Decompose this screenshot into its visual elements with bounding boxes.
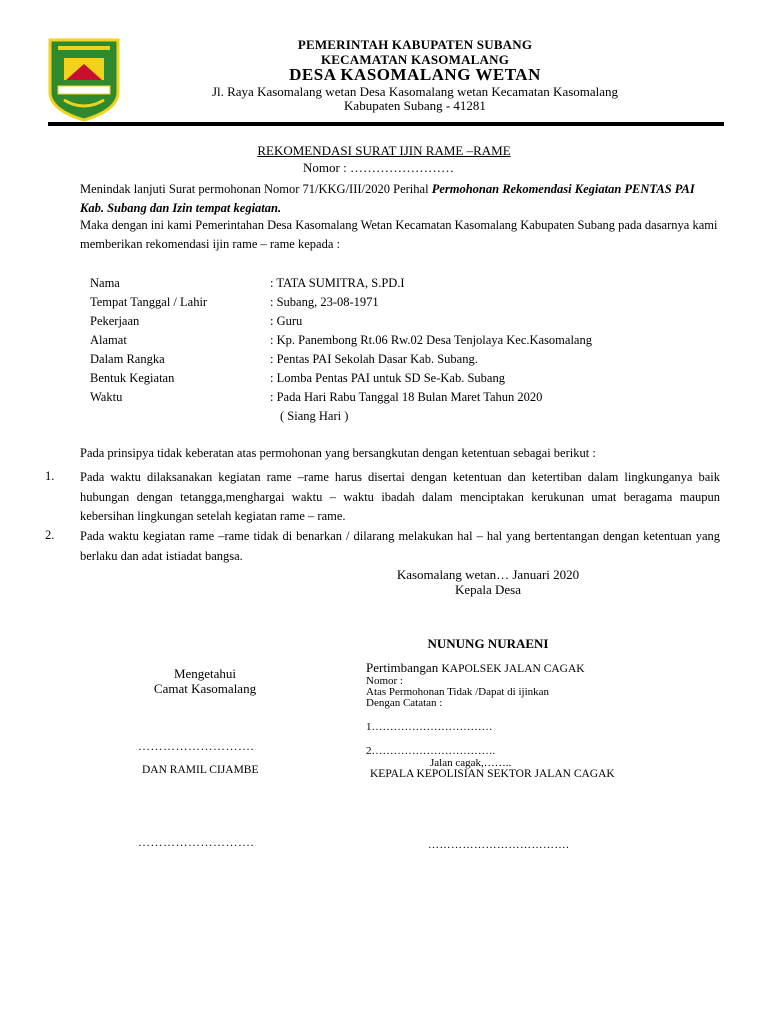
field-label: Tempat Tanggal / Lahir (90, 295, 208, 309)
field-value: : Lomba Pentas PAI untuk SD Se-Kab. Subang (270, 371, 505, 385)
camat-signature-line: ………………………. (138, 739, 254, 753)
camat-title: Camat Kasomalang (153, 681, 257, 696)
kapolsek-nomor: Nomor : (366, 675, 403, 687)
header-address: Jl. Raya Kasomalang wetan Desa Kasomalang wetan Kecamatan Kasomalang (211, 84, 619, 99)
catatan-line-2: 2……………………………. (366, 745, 496, 757)
place-date: Kasomalang wetan… Januari 2020 (396, 567, 580, 582)
kapolsek-title: KEPALA KEPOLISIAN SEKTOR JALAN CAGAK (370, 768, 615, 780)
condition-number: 2. (45, 528, 55, 542)
catatan-line-1: 1…………………………… (366, 721, 493, 733)
kapolsek-atas-permohonan: Atas Permohonan Tidak /Dapat di ijinkan (366, 686, 550, 698)
field-value: : Pada Hari Rabu Tanggal 18 Bulan Maret Tahun 2020 (270, 390, 543, 404)
kapolsek-signature-line: ………………………………. (428, 839, 570, 851)
field-label: Waktu (90, 390, 123, 404)
condition-item: Pada waktu kegiatan rame –rame tidak di benarkan / dilarang melakukan hal – hal yang bertentangan dengan ketentuan yang berlaku dan adat istiadat bangsa. (80, 529, 720, 563)
recommendation-paragraph: Maka dengan ini kami Pemerintahan Desa Kasomalang Wetan Kecamatan Kasomalang Kabupaten Subang pada dasarnya kami memberikan rekomendasi ijin rame – rame kepada : (80, 218, 718, 251)
field-value: : Pentas PAI Sekolah Dasar Kab. Subang. (270, 352, 478, 366)
field-label: Bentuk Kegiatan (90, 371, 175, 385)
pertimbangan-line (366, 660, 585, 676)
field-label: Pekerjaan (90, 314, 140, 328)
header-government: PEMERINTAH KABUPATEN SUBANG (297, 37, 533, 52)
pertimbangan-prefix: Pertimbangan (366, 660, 439, 675)
header-divider (48, 122, 724, 126)
danramil-title: DAN RAMIL CIJAMBE (142, 764, 259, 776)
header-district: KECAMATAN KASOMALANG (320, 52, 510, 67)
header-regency: Kabupaten Subang - 41281 (344, 98, 486, 113)
condition-number: 1. (45, 469, 55, 483)
field-value: : Subang, 23-08-1971 (270, 295, 379, 309)
mengetahui-label: Mengetahui (173, 666, 237, 681)
conditions-intro: Pada prinsipya tidak keberatan atas permohonan yang bersangkutan dengan ketentuan sebagai berikut : (80, 446, 596, 460)
field-value: : Guru (270, 314, 303, 328)
intro-text: Menindak lanjuti Surat permohonan Nomor 71/KKG/III/2020 Perihal (80, 182, 432, 196)
field-label: Nama (90, 276, 120, 290)
kapolsek-dengan-catatan: Dengan Catatan : (366, 697, 443, 709)
subang-regency-logo (46, 36, 122, 122)
waktu-extra: ( Siang Hari ) (280, 409, 349, 423)
kepala-desa-title: Kepala Desa (454, 582, 522, 597)
field-label: Alamat (90, 333, 127, 347)
condition-item: Pada waktu dilaksanakan kegiatan rame –rame harus disertai dengan ketentuan dan ketertiban dalam lingkunganya baik hubungan dengan tetangga,menghargai waktu – waktu ibadah dalam menciptakan kerukunan umat beragama maupun kebersihan lingkungan setelah kegiatan rame – rame. (80, 470, 720, 523)
intro-paragraph (80, 180, 720, 218)
field-value: : TATA SUMITRA, S.PD.I (270, 276, 405, 290)
field-value: : Kp. Panembong Rt.06 Rw.02 Desa Tenjolaya Kec.Kasomalang (270, 333, 592, 347)
header-village: DESA KASOMALANG WETAN (289, 65, 541, 84)
kepala-desa-name: NUNUNG NURAENI (427, 636, 549, 651)
intro-subject: Permohonan Rekomendasi Kegiatan PENTAS PAI Kab. Subang dan Izin tempat kegiatan. (80, 182, 695, 215)
jalan-cagak-date: Jalan cagak,…….. (430, 757, 512, 769)
letter-number: Nomor : …………………… (303, 160, 454, 175)
danramil-signature-line: ………………………. (138, 835, 254, 849)
pertimbangan-title: KAPOLSEK JALAN CAGAK (441, 663, 585, 675)
letter-title: REKOMENDASI SURAT IJIN RAME –RAME (257, 143, 511, 158)
field-label: Dalam Rangka (90, 352, 165, 366)
